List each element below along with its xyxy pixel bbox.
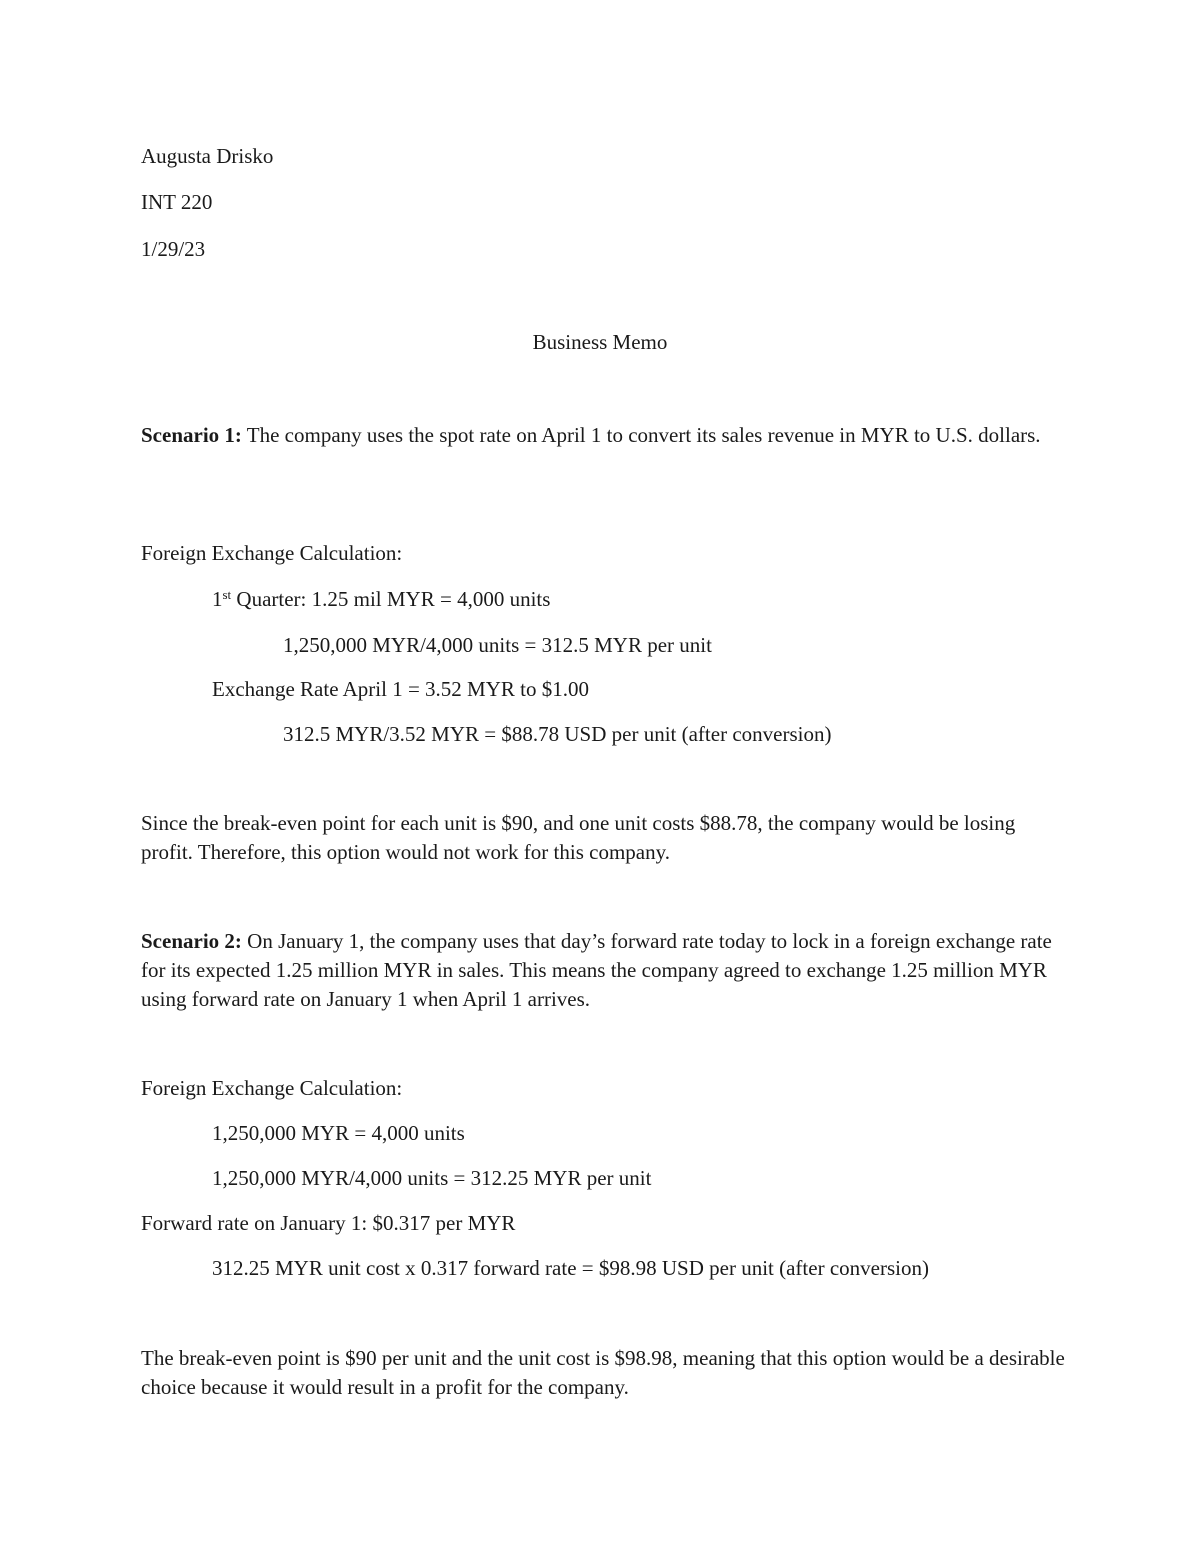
scenario-1-conclusion: Since the break-even point for each unit is $90, and one unit costs $88.78, the company would be losing profit. Therefore, this option would not work for this company. bbox=[141, 811, 1016, 864]
scenario-1-label: Scenario 1: bbox=[141, 423, 242, 447]
scenario-2-conversion: 312.25 MYR unit cost x 0.317 forward rate = $98.98 USD per unit (after conversion) bbox=[212, 1256, 929, 1280]
scenario-2-paragraph bbox=[141, 927, 1071, 1014]
quarter-ordinal-suffix: st bbox=[222, 587, 232, 602]
scenario-1-exchange-rate: Exchange Rate April 1 = 3.52 MYR to $1.00 bbox=[212, 677, 589, 701]
scenario-1-text: The company uses the spot rate on April 1 to convert its sales revenue in MYR to U.S. dollars. bbox=[241, 423, 1041, 447]
scenario-2-unit-calc: 1,250,000 MYR/4,000 units = 312.25 MYR per unit bbox=[212, 1166, 652, 1190]
scenario-2-conclusion: The break-even point is $90 per unit and the unit cost is $98.98, meaning that this option would be a desirable choice because it would result in a profit for the company. bbox=[141, 1346, 1065, 1399]
quarter-number: 1 bbox=[212, 587, 223, 611]
scenario-1-conversion: 312.5 MYR/3.52 MYR = $88.78 USD per unit (after conversion) bbox=[283, 722, 832, 746]
course-code: INT 220 bbox=[141, 190, 213, 214]
author-name: Augusta Drisko bbox=[141, 144, 274, 168]
scenario-2-text: On January 1, the company uses that day’s forward rate today to lock in a foreign exchange rate for its expected 1.25 million MYR in sales. This means the company agreed to exchange 1.25 million MYR using forward rate on January 1 when April 1 arrives. bbox=[141, 929, 1052, 1011]
scenario-1-quarter-line bbox=[212, 585, 550, 614]
quarter-text: Quarter: 1.25 mil MYR = 4,000 units bbox=[231, 587, 551, 611]
scenario-2-calc-heading: Foreign Exchange Calculation: bbox=[141, 1076, 403, 1100]
memo-title: Business Memo bbox=[532, 330, 668, 354]
scenario-1-calc-heading: Foreign Exchange Calculation: bbox=[141, 541, 403, 565]
scenario-1-paragraph bbox=[141, 421, 1071, 450]
scenario-2-forward-rate: Forward rate on January 1: $0.317 per MYR bbox=[141, 1211, 516, 1235]
memo-date: 1/29/23 bbox=[141, 237, 206, 261]
scenario-1-unit-calc: 1,250,000 MYR/4,000 units = 312.5 MYR per unit bbox=[283, 633, 712, 657]
scenario-2-units: 1,250,000 MYR = 4,000 units bbox=[212, 1121, 465, 1145]
scenario-2-label: Scenario 2: bbox=[141, 929, 242, 953]
